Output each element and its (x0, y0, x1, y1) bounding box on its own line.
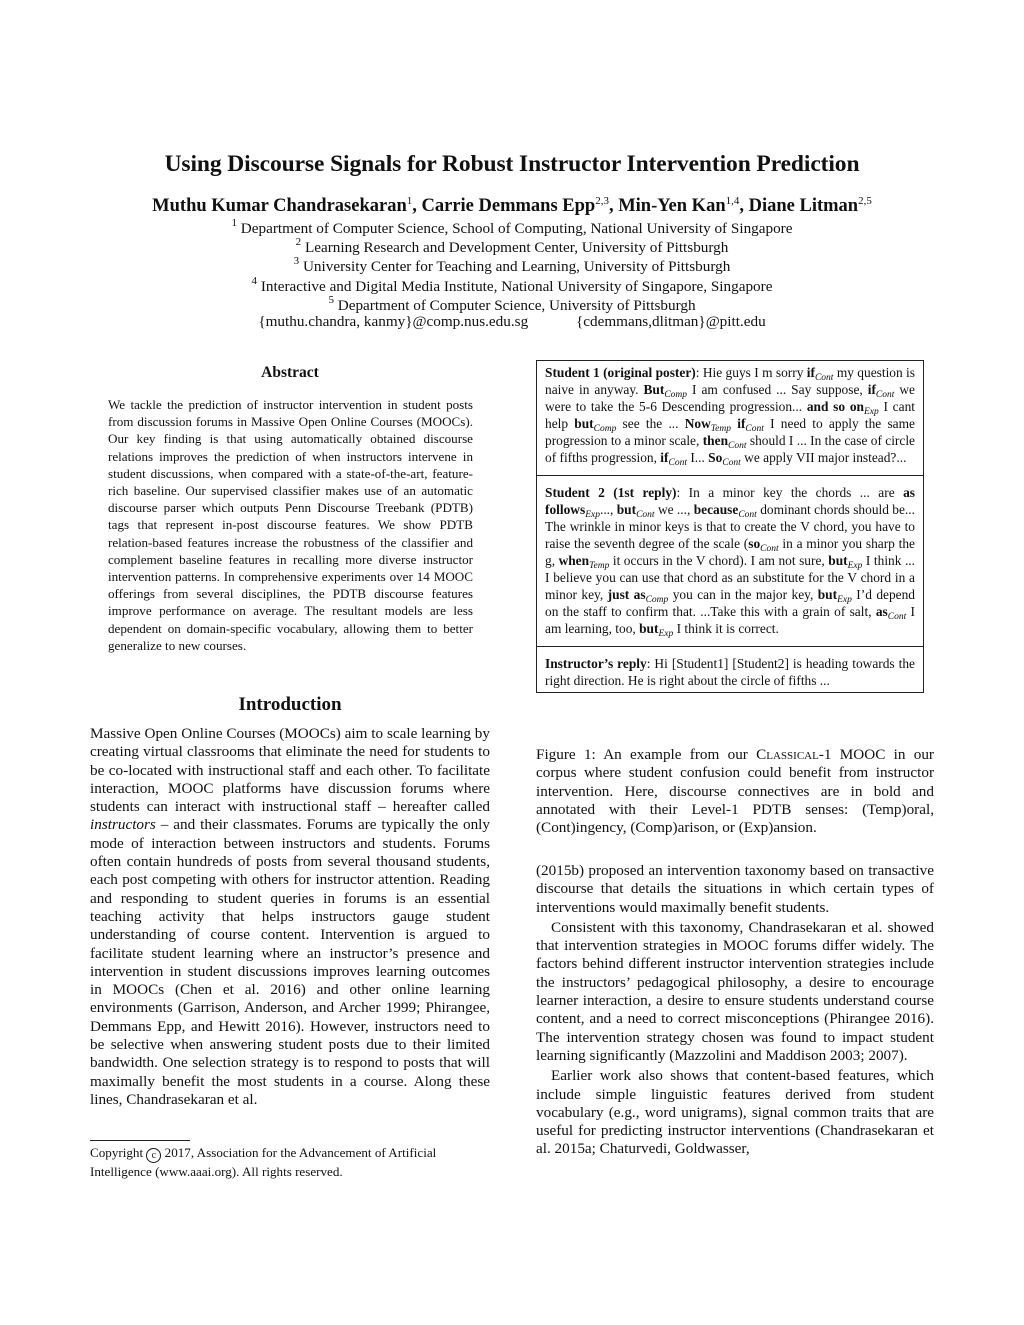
text-run: I think it is correct. (673, 621, 779, 636)
text-run: I am learning, too, (545, 604, 915, 636)
connective: if (660, 450, 669, 465)
sense-subscript: Temp (589, 561, 610, 571)
text-run: you can in the major key, (668, 587, 818, 602)
text-run: I cant help (545, 399, 915, 431)
email-line (0, 313, 1024, 331)
footnote-rule (90, 1140, 190, 1141)
sense-subscript: Cont (875, 390, 895, 400)
introduction-body (90, 725, 490, 1109)
abstract-heading: Abstract (261, 364, 319, 381)
paragraph: Consistent with this taxonomy, Chandrasekaran et al. showed that intervention strategies in MOOC forums differ widely. The factors behind different instructor intervention strategies include the instructors’ pedagogical philosophy, a desire to encourage learner interaction, a desire to ensure students understand course content, and a need to correct misconceptions (Phirangee 2016). The intervention strategy chosen was found to impact student learning significantly (Mazzolini and Maddison 2003; 2007). (536, 918, 934, 1064)
sense-subscript: Exp (863, 407, 879, 417)
sense-subscript: Temp (710, 424, 732, 434)
sense-subscript: Comp (664, 390, 688, 400)
connective: Now (684, 416, 711, 431)
text-run: we apply VII major instead?... (740, 450, 907, 465)
connective: Instructor’s reply (545, 656, 647, 671)
author-list (0, 196, 1024, 217)
connective: if (737, 416, 746, 431)
connective: but (828, 553, 848, 568)
text-run: I need to apply the same progression to a minor scale, (545, 416, 915, 448)
email-nus: {muthu.chandra, kanmy}@comp.nus.edu.sg (258, 313, 529, 330)
paper-title: Using Discourse Signals for Robust Instructor Intervention Prediction (164, 151, 860, 177)
copyright-symbol-icon: c (146, 1148, 161, 1163)
text-run: in a minor you sharp the g, (545, 536, 915, 568)
text-run: I’d depend on the staff to confirm that. ...Take this with a grain of salt, (545, 587, 916, 619)
paragraph: Earlier work also shows that content-based features, which include simple linguistic features derived from student vocabulary (e.g., word unigrams), signal common traits that are useful for predicting instructor interventions (Chandrasekaran et al. 2015a; Chaturvedi, Goldwasser, (536, 1067, 934, 1158)
sense-subscript: Cont (760, 544, 779, 554)
text-run: we ..., (654, 502, 694, 517)
text-run: I think ... I believe you can use that chord as an substitute for the V chord in a minor key, (545, 553, 915, 602)
connective: but (574, 416, 594, 431)
connective: So (708, 450, 723, 465)
paragraph: Massive Open Online Courses (MOOCs) aim to scale learning by creating virtual classrooms that eliminate the need for students to be co-located with instructional staff and each other. To facilitate interaction, MOOC platforms have discussion forums where students can interact with instructional staff – hereafter called instructors – and their classmates. Forums are typically the only mode of interaction between instructors and students. Forums often contain hundreds of posts from several thousand students, each post competing with others for instructor attention. Reading and responding to student queries in forums is an essential teaching activity that helps instructors gauge student understanding of course content. Intervention is argued to facilitate student learning where an instructor’s presence and intervention in student discussions improves learning outcomes in MOOCs (Chen et al. 2016) and other online learning environments (Garrison, Anderson, and Archer 1999; Phirangee, Demmans Epp, and Hewitt 2016). However, instructors need to be selective when answering student posts due to their limited bandwidth. One selection strategy is to respond to posts that will maximally benefit the most students in a course. Along these lines, Chandrasekaran et al. (90, 725, 490, 1108)
sense-subscript: Cont (814, 373, 834, 383)
copyright-footnote: Copyright c 2017, Association for the Advancement of Artificial Intelligence (www.aaai.org). All rights reserved. (90, 1145, 437, 1179)
connective: but (639, 621, 659, 636)
abstract-text: We tackle the prediction of instructor intervention in student posts from discussion forums in Massive Open Online Courses (MOOCs). Our key finding is that using automatically obtained discourse relations improves the prediction of when instructors intervene in student discussions, when compared with a state-of-the-art, feature-rich baseline. Our supervised classifier makes use of an automatic discourse parser which outputs Penn Discourse Treebank (PDTB) tags that represent in-post discourse features. We show PDTB relation-based features increase the robustness of the classifier and complement baseline features in recalling more diverse instructor intervention patterns. In comprehensive experiments over 14 MOOC offerings from several disciplines, the PDTB discourse features improve performance on average. The resultant models are less dependent on domain-specific vocabulary, allowing them to better generalize to new courses. (108, 397, 473, 653)
sense-subscript: Cont (738, 510, 757, 520)
figure-cell-student-1 (537, 361, 923, 469)
connective: just as (607, 587, 646, 602)
text-run: I... (686, 450, 709, 465)
sense-subscript: Exp (847, 561, 863, 571)
affiliation: $^1$ Department of Computer Science, School of Computing, National University of Singapore (231, 217, 793, 237)
text-run: should I ... In the case of circle of fifths progression, (545, 433, 915, 465)
paragraph: (2015b) proposed an intervention taxonomy based on transactive discourse that details the situations in which certain types of interventions would maximally benefit students. (536, 862, 934, 916)
right-column-body (536, 862, 934, 1159)
author: Min-Yen Kan$^{1,4}$, (618, 195, 749, 216)
sense-subscript: Cont (722, 458, 741, 468)
text-run: my question is naive in anyway. (545, 365, 915, 397)
sense-subscript: Cont (887, 612, 907, 622)
figure-cell-student-2 (537, 475, 923, 640)
text-run: : In a minor key the chords ... are (676, 485, 904, 500)
introduction-heading: Introduction (238, 694, 342, 715)
connective: and so on (806, 399, 864, 414)
connective: but (817, 587, 838, 602)
connective: if (806, 365, 815, 380)
connective: when (558, 553, 590, 568)
sense-subscript: Exp (658, 629, 674, 639)
text-run: we were to take the 5-6 Descending progression... (545, 382, 916, 414)
connective: as (875, 604, 888, 619)
text-run: see the ... (616, 416, 685, 431)
connective: Student 1 (original poster) (545, 365, 696, 380)
sense-subscript: Cont (728, 441, 747, 451)
connective: But (643, 382, 665, 397)
author: Muthu Kumar Chandrasekaran$^1$, (152, 195, 422, 216)
affiliation: $^2$ Learning Research and Development Center, University of Pittsburgh (295, 236, 729, 257)
text-run: : Hi [Student1] [Student2] is heading towards the right direction. He is right about the circle of fifths ... (545, 656, 916, 688)
figure-cell-instructor (537, 646, 923, 692)
figure-1-caption: Figure 1: An example from our Classical-1 MOOC in our corpus where student confusion could benefit from instructor intervention. Here, discourse connectives are in bold and annotated with their Level-1 PDTB senses: (Temp)oral, (Cont)ingency, (Comp)arison, or (Exp)ansion. (536, 746, 934, 837)
affiliation: $^5$ Department of Computer Science, University of Pittsburgh (328, 293, 696, 314)
text-run: dominant chords should be... The wrinkle in minor keys is that to create the V chord, you have to raise the seventh degree of the scale ( (545, 502, 915, 551)
connective: so (748, 536, 761, 551)
figure-1-box (536, 360, 924, 693)
sense-subscript: Exp (585, 510, 600, 520)
sense-subscript: Comp (645, 595, 669, 605)
connective: because (693, 502, 739, 517)
connective: but (616, 502, 637, 517)
sense-subscript: Exp (837, 595, 852, 605)
author: Carrie Demmans Epp$^{2,3}$, (421, 195, 619, 216)
author: Diane Litman$^{2,5}$ (748, 195, 872, 216)
sense-subscript: Cont (636, 510, 655, 520)
connective: Student 2 (1st reply) (545, 485, 677, 500)
connective: if (867, 382, 876, 397)
text-run: it occurs in the V chord). I am not sure, (609, 553, 829, 568)
text-run: I am confused ... Say suppose, (687, 382, 868, 397)
email-pitt: {cdemmans,dlitman}@pitt.edu (575, 313, 766, 330)
affiliation: $^4$ Interactive and Digital Media Institute, National University of Singapore, Singapore (251, 274, 773, 295)
sense-subscript: Cont (668, 458, 687, 468)
text-run: : Hie guys I m sorry (695, 365, 807, 380)
affiliation: $^3$ University Center for Teaching and Learning, University of Pittsburgh (293, 255, 731, 276)
sense-subscript: Cont (745, 424, 764, 434)
sense-subscript: Comp (593, 424, 617, 434)
connective: as follows (545, 485, 915, 517)
affiliation-list (0, 219, 1024, 315)
text-run: ..., (599, 502, 617, 517)
connective: then (702, 433, 729, 448)
